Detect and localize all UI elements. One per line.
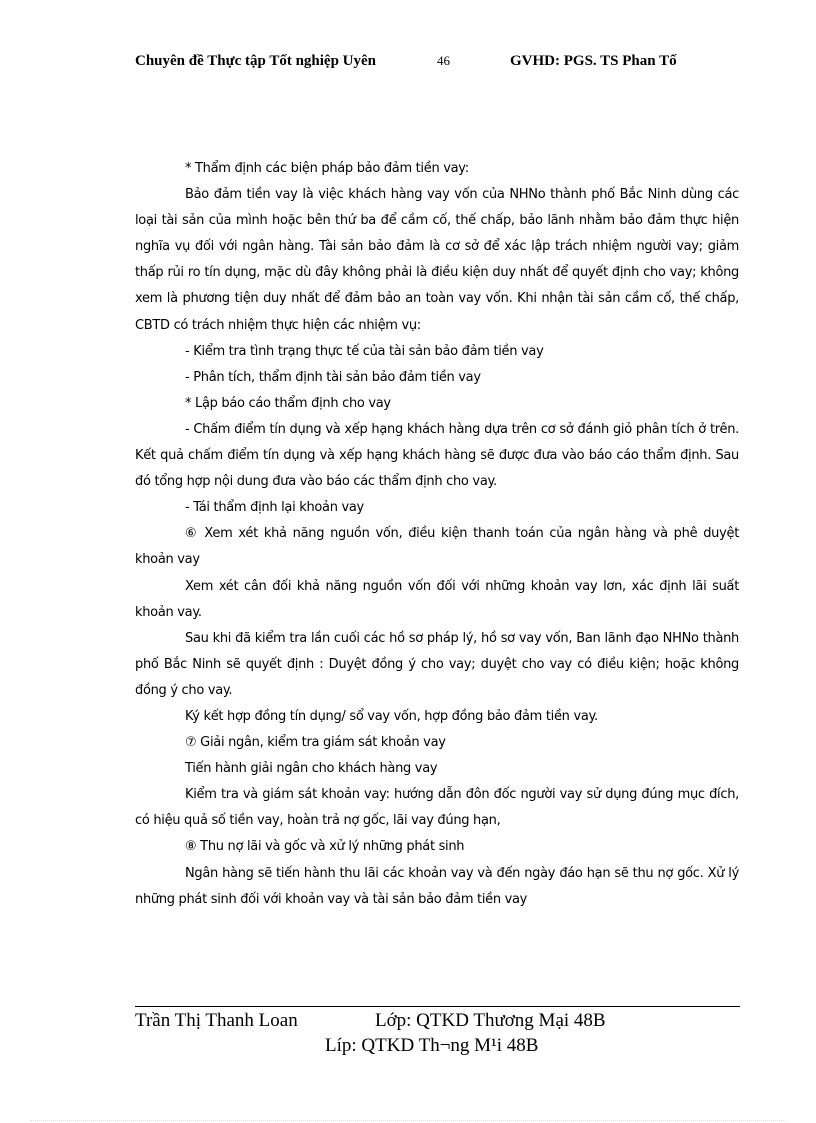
paragraph: Ngân hàng sẽ tiến hành thu lãi các khoản vay và đến ngày đáo hạn sẽ thu nợ gốc. Xử lý những phát sinh đối với khoản vay và tài sản bảo đảm tiền vay (135, 865, 739, 907)
paragraph: - Chấm điểm tín dụng và xếp hạng khách hàng dựa trên cơ sở đánh giỏ phân tích ở trên. Kết quả chấm điểm tín dụng và xếp hạng khách hàng sẽ được đưa vào báo cáo thẩm định. Sau đó tổng hợp nội dung đưa vào báo các thẩm định cho vay. (135, 421, 739, 490)
paragraph: Xem xét cân đối khả năng nguồn vốn đối với những khoản vay lơn, xác định lãi suất khoản vay. (135, 578, 739, 620)
paragraph: * Thẩm định các biện pháp bảo đảm tiền vay: (185, 161, 469, 176)
paragraph: Tiến hành giải ngân cho khách hàng vay (185, 761, 438, 777)
footer-divider (135, 1006, 740, 1007)
paragraph: - Phân tích, thẩm định tài sản bảo đảm tiền vay (185, 369, 481, 385)
header-title: Chuyên đề Thực tập Tốt nghiệp Uyên (135, 53, 377, 69)
header-advisor: GVHD: PGS. TS Phan Tố (510, 53, 677, 69)
paragraph: Bảo đảm tiền vay là việc khách hàng vay vốn của NHNo thành phố Bắc Ninh dùng các loại tài sản của mình hoặc bên thứ ba để cầm cố, thế chấp, bảo lãnh nhằm bảo đảm thực hiện nghĩa vụ đối với ngân hàng. Tài sản bảo đảm là cơ sở để xác lập trách nhiệm người vay; giảm thấp rủi ro tín dụng, mặc dù đây không phải là điều kiện duy nhất để quyết định cho vay; không xem là phương tiện duy nhất để đảm bảo an toàn vay vốn. Khi nhận tài sản cầm cố, thế chấp, CBTD có trách nhiệm thực hiện các nhiệm vụ: (135, 187, 739, 333)
page-edge (30, 1120, 786, 1121)
footer-class-garbled: Líp: QTKD Th¬ng M¹i 48B (325, 1035, 539, 1056)
footer-class: Lớp: QTKD Thương Mại 48B (375, 1010, 606, 1031)
paragraph: ⑦ Giải ngân, kiểm tra giám sát khoản vay (185, 735, 446, 751)
paragraph: - Tái thẩm định lại khoản vay (185, 500, 364, 516)
paragraph: * Lập báo cáo thẩm định cho vay (185, 395, 391, 411)
paragraph: ⑥ Xem xét khả năng nguồn vốn, điều kiện thanh toán của ngân hàng và phê duyệt khoản vay (135, 526, 739, 568)
document-body (135, 156, 739, 913)
paragraph: ⑧ Thu nợ lãi và gốc và xử lý những phát sinh (185, 839, 465, 855)
paragraph: Kiểm tra và giám sát khoản vay: hướng dẫn đôn đốc người vay sử dụng đúng mục đích, có hiệu quả số tiền vay, hoàn trả nợ gốc, lãi vay đúng hạn, (135, 787, 739, 829)
page-number: 46 (437, 53, 450, 68)
footer-author: Trần Thị Thanh Loan (135, 1010, 298, 1031)
paragraph: Sau khi đã kiểm tra lần cuối các hồ sơ pháp lý, hồ sơ vay vốn, Ban lãnh đạo NHNo thành phố Bắc Ninh sẽ quyết định : Duyệt đồng ý cho vay; duyệt cho vay có điều kiện; hoặc không đồng ý cho vay. (135, 630, 739, 698)
paragraph: Ký kết hợp đồng tín dụng/ sổ vay vốn, hợp đồng bảo đảm tiền vay. (185, 708, 598, 724)
paragraph: - Kiểm tra tình trạng thực tế của tài sản bảo đảm tiền vay (185, 343, 544, 359)
